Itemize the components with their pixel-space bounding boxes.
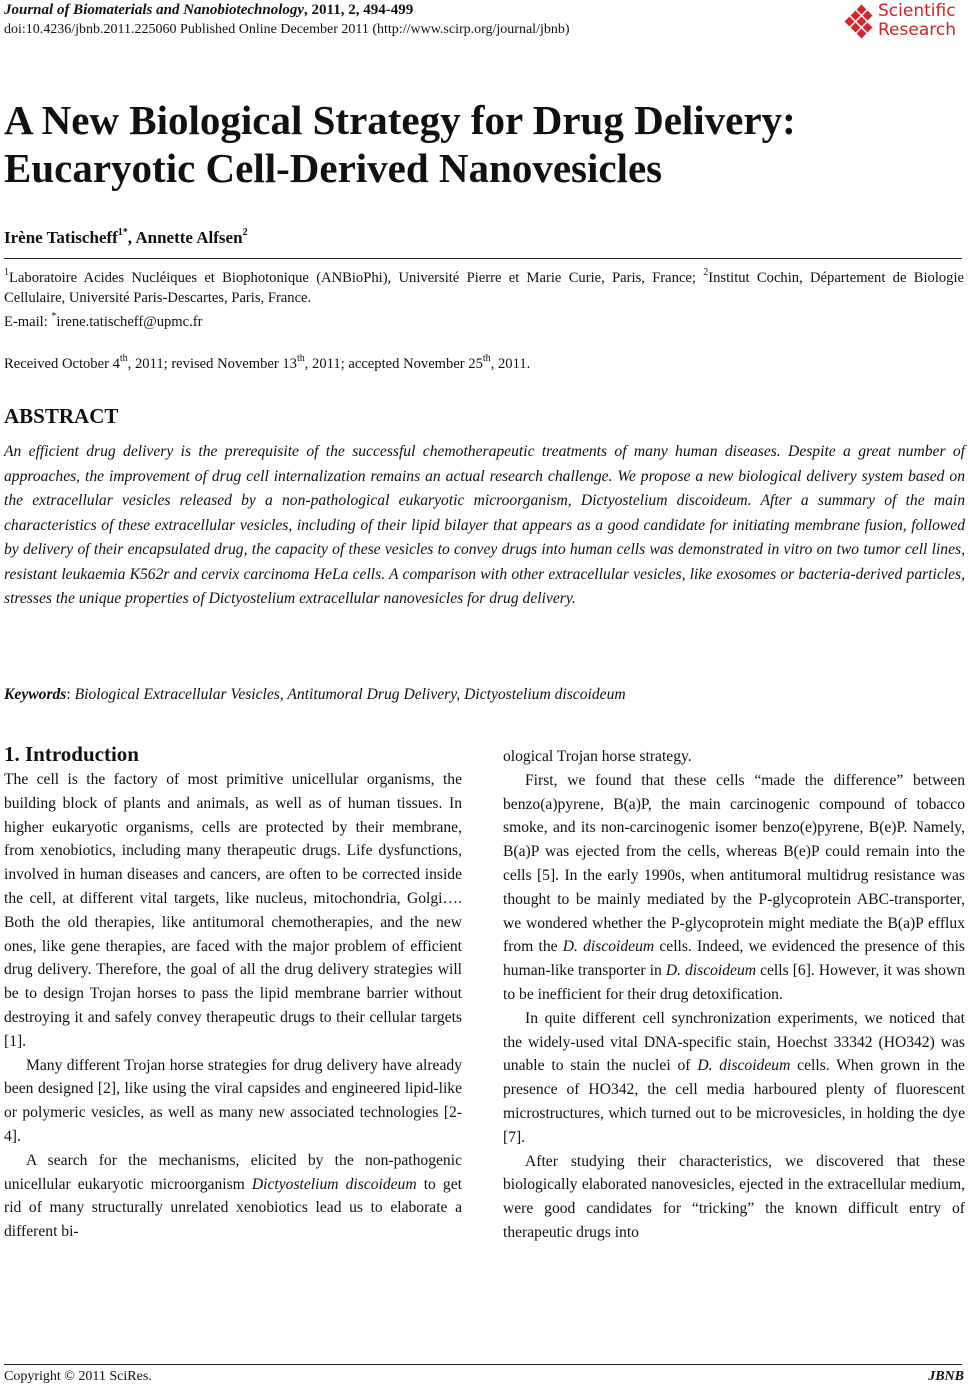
intro-p4-c: cells [6]. However, it was shown to be inefficient for their drug detoxification. [503, 962, 965, 1003]
keywords-text: Biological Extracellular Vesicles, Antitumoral Drug Delivery, Dictyostelium discoideum [74, 686, 626, 703]
article-title [4, 96, 944, 192]
intro-p5-b: cells. When grown in the presence of HO342, the cell media harboured plenty of fluorescent microstructures, which turned out to be microvesicles, in holding the dye [7]. [503, 1057, 965, 1146]
abstract-text: An efficient drug delivery is the prerequisite of the successful chemotherapeutic treatments of many human diseases. Despite a great number of approaches, the improvement of drug cell internalization remains an actual research challenge. We propose a new biological delivery system based on the extracellular vesicles released by a non-pathological eukaryotic microorganism, Dictyostelium discoideum. After a summary of the main characteristics of these extracellular vesicles, including of their lipid bilayer that appears as a good candidate for initiating membrane fusion, followed by delivery of their encapsulated drug, the capacity of these vesicles to convey drugs into human cells was demonstrated in vitro on two tumor cell lines, resistant leukaemia K562r and cervix carcinoma HeLa cells. A comparison with other extracellular vesicles, like exosomes or bacteria-derived particles, stresses the unique properties of Dictyostelium extracellular nanovesicles for drug delivery. [4, 443, 965, 607]
affil-1-marker: 1 [4, 267, 9, 279]
keywords [4, 686, 626, 704]
author-2-marker: 2 [242, 227, 248, 239]
doi-line: doi:10.4236/jbnb.2011.225060 Published Online December 2011 (http://www.scirp.org/journal/jbnb) [4, 22, 570, 37]
publisher-logo [844, 2, 964, 44]
author-separator: , [127, 228, 136, 247]
title-line-1: A New Biological Strategy for Drug Delivery: [4, 97, 796, 143]
intro-p4-a: First, we found that these cells “made the difference” between benzo(a)pyrene, B(a)P, the main carcinogenic compound of tobacco smoke, and its non-carcinogenic isomer benzo(e)pyrene, B(e)P. Namely, B(a)P was ejected from the cells, whereas B(e)P could remain into the cells [5]. In the early 1990s, when antitumoral multidrug resistance was thought to be mainly mediated by the P-glycoprotein ABC-transporter, we wondered whether the P-glycoprotein might mediate the B(a)P efflux from the [503, 771, 965, 956]
keywords-label: Keywords [4, 686, 67, 703]
intro-p5-a: In quite different cell synchronization experiments, we noticed that the widely-used vital DNA-specific stain, Hoechst 33342 (HO342) was unable to stain the nuclei of [503, 1009, 965, 1075]
footer-copyright: Copyright © 2011 SciRes. [4, 1369, 152, 1384]
title-line-2: Eucaryotic Cell-Derived Nanovesicles [4, 145, 663, 191]
intro-p3-species: Dictyostelium discoideum [251, 1175, 417, 1193]
email-marker: * [51, 311, 57, 323]
intro-paragraph-4 [503, 769, 965, 1007]
received-dates [4, 353, 531, 373]
section-heading-introduction: 1. Introduction [4, 742, 139, 766]
email-label: E-mail: [4, 314, 52, 330]
accepted-sup: th [482, 353, 491, 365]
header-rule [4, 258, 962, 259]
intro-p4-species-1: D. discoideum [562, 938, 655, 956]
intro-paragraph-1: The cell is the factory of most primitive unicellular organisms, the building block of plants and animals, as well as of human tissues. In higher eukaryotic organisms, cells are protected by their membrane, from xenobiotics, including many therapeutic drugs. Life dysfunctions, involved in human diseases and cancers, are often to be corrected inside the cell, at different vital targets, like nucleus, mitochondria, Golgi…. Both the old therapies, like antitumoral chemotherapies, and the new ones, like gene therapies, are faced with the major problem of efficient drug delivery. Therefore, the goal of all the drug delivery strategies will be to design Trojan horses to pass the lipid membrane barrier without destroying it and safely convey therapeutic drugs to their cellular targets [1]. [4, 771, 462, 1050]
left-column [4, 768, 462, 1244]
affil-2-marker: 2 [703, 267, 709, 279]
intro-paragraph-5 [503, 1007, 965, 1150]
accepted-text: , 2011; accepted November 25 [304, 356, 483, 372]
revised-sup: th [296, 353, 305, 365]
intro-p3-end: to get rid of many structurally unrelated xenobiotics lead us to elaborate a different bi- [4, 1175, 462, 1241]
journal-name: Journal of Biomaterials and Nanobiotechnology [4, 2, 305, 18]
author-1: Irène Tatischeff [4, 228, 118, 247]
affil-1-text: Laboratoire Acides Nucléiques et Biophotonique (ANBioPhi), Université Pierre et Marie Curie, Paris, France; [9, 270, 704, 286]
abstract-heading: ABSTRACT [4, 404, 119, 428]
author-2: Annette Alfsen [135, 228, 243, 247]
intro-p4-b: cells. Indeed, we evidenced the presence of this human-like transporter in [503, 938, 966, 980]
intro-paragraph-6: After studying their characteristics, we discovered that these biologically elaborated nanovesicles, ejected in the extracellular medium, were good candidates for “tricking” the known difficult entry of therapeutic drugs into [503, 1152, 965, 1241]
logo-wordmark [878, 2, 956, 40]
intro-paragraph-3-cont: ological Trojan horse strategy. [503, 748, 692, 765]
journal-header [4, 2, 413, 19]
affil-2-text: Institut Cochin, Département de Biologie Cellulaire, Université Paris-Descartes, Paris, France. [4, 270, 965, 306]
received-sup: th [119, 353, 128, 365]
authors [4, 228, 248, 248]
author-1-marker: 1* [117, 227, 128, 239]
dates-end: , 2011. [490, 356, 531, 372]
right-column [503, 745, 965, 1245]
intro-p4-species-2: D. discoideum [665, 962, 757, 980]
footer-journal-abbr: JBNB [928, 1369, 964, 1384]
affiliations [4, 268, 964, 308]
logo-line-1: Scientific [878, 1, 956, 21]
email-line [4, 311, 203, 331]
logo-mark-icon [844, 6, 876, 38]
revised-text: , 2011; revised November 13 [127, 356, 297, 372]
intro-paragraph-2: Many different Trojan horse strategies for drug delivery have already been designed [2], like using the viral capsides and engineered lipid-like or polymeric vesicles, as well as many new associated technologies [2-4]. [4, 1056, 462, 1145]
intro-p3-start: A search for the mechanisms, elicited by the non-pathogenic unicellular eukaryotic microorganism [4, 1151, 462, 1193]
keywords-colon: : [66, 686, 75, 703]
email-address[interactable]: irene.tatischeff@upmc.fr [56, 314, 203, 330]
intro-p5-species: D. discoideum [697, 1057, 791, 1075]
footer-rule [4, 1364, 962, 1365]
journal-volume-pages: , 2011, 2, 494-499 [304, 2, 414, 18]
received-text: Received October 4 [4, 356, 120, 372]
logo-line-2: Research [878, 20, 956, 40]
intro-paragraph-3 [4, 1149, 462, 1244]
